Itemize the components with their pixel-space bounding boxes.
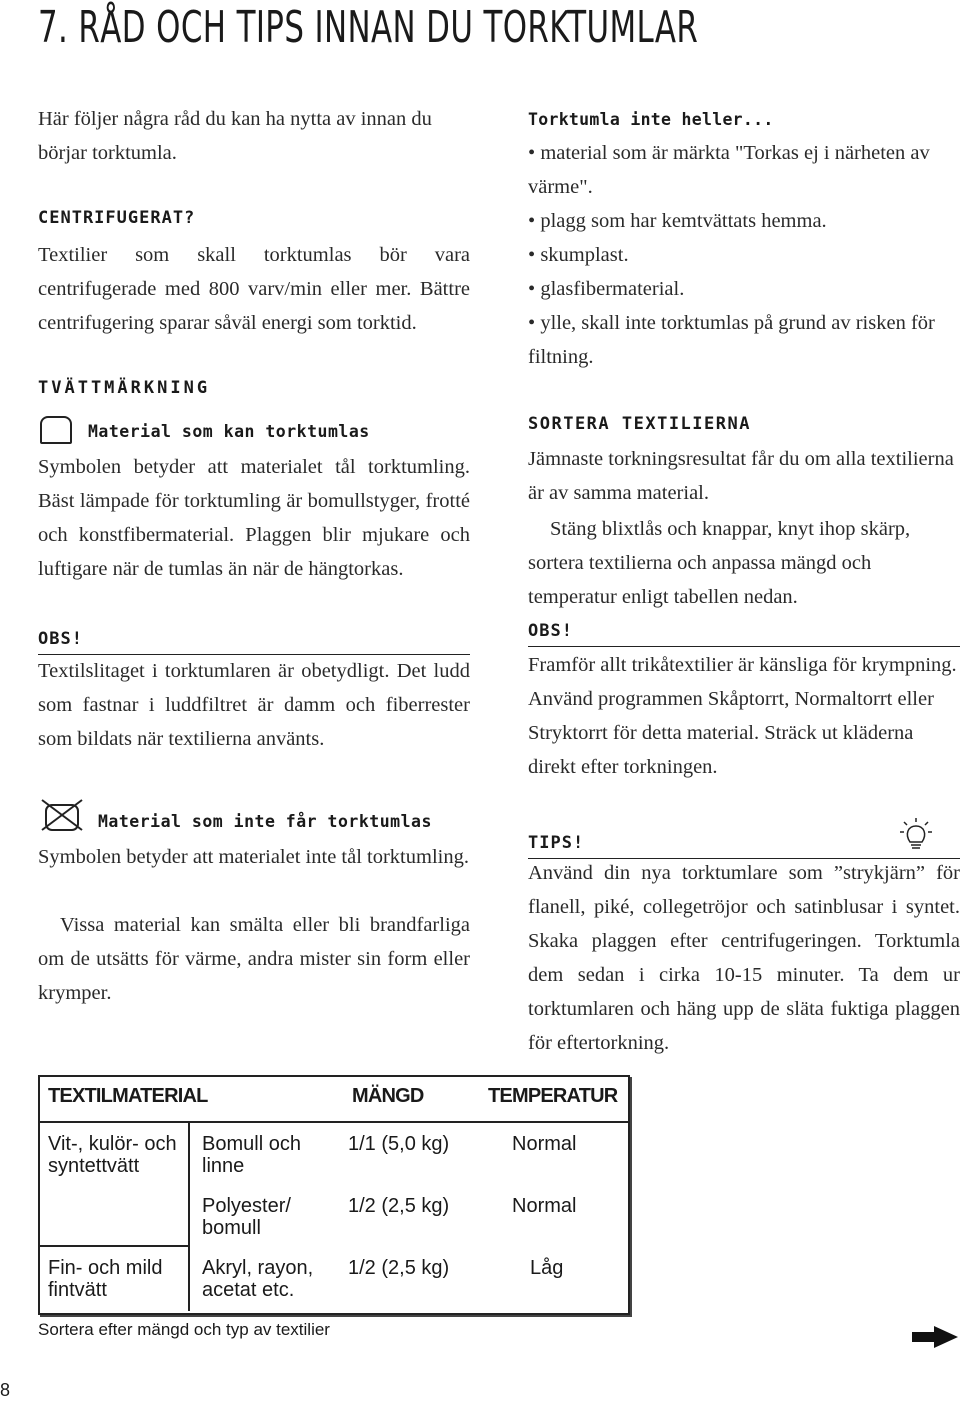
table-row-2-material: Polyester/ bomull — [202, 1195, 291, 1239]
tumble-dry-symbol-icon — [40, 416, 72, 444]
table-row-group-1: Vit-, kulör- och syntettvätt — [48, 1133, 177, 1177]
table-row-1-temp: Normal — [512, 1133, 577, 1155]
symbol-no-tumble-label: Material som inte får torktumlas — [98, 812, 432, 831]
do-not-tumble-list — [528, 136, 960, 374]
centrifugerat-text: Textilier som skall torktumlas bör vara centrifugerade med 800 varv/min eller mer. Bättre centrifugering sparar såväl energi som torktid. — [38, 244, 470, 334]
table-header-temperature: TEMPERATUR — [488, 1085, 618, 1107]
tips-text: Använd din nya torktumlare som ”strykjärn” för flanell, piké, collegetröjor och satinblusar i syntet. Skaka plaggen efter centrifugeringen. Torktumla dem sedan i cirka 10-15 minuter. Ta dem ur torktumlaren och häng upp de släta fuktiga plaggen för eftertorkning. — [528, 862, 960, 1054]
list-item: • ylle, skall inte torktumlas på grund av risken för filtning. — [528, 306, 960, 374]
obs-heading-2: OBS! — [528, 616, 960, 647]
list-item: • plagg som har kemtvättats hemma. — [528, 204, 960, 238]
table-row-2-temp: Normal — [512, 1195, 577, 1217]
table-row-2-amount: 1/2 (2,5 kg) — [348, 1195, 450, 1217]
table-caption: Sortera efter mängd och typ av textilier — [38, 1320, 330, 1339]
page-title: 7. RÅD OCH TIPS INNAN DU TORKTUMLAR — [38, 2, 699, 53]
obs-heading-1: OBS! — [38, 624, 470, 655]
page-number: 8 — [0, 1380, 11, 1400]
table-row-1-amount: 1/1 (5,0 kg) — [348, 1133, 450, 1155]
torktumla-inte-heading: Torktumla inte heller... — [528, 110, 774, 129]
list-item: • skumplast. — [528, 238, 960, 272]
table-header-material: TEXTILMATERIAL — [48, 1085, 208, 1107]
no-tumble-dry-symbol-icon — [40, 798, 84, 832]
tvattmarkning-heading: TVÄTTMÄRKNING — [38, 378, 211, 398]
obs-text-1: Textilslitaget i torktumlaren är obetydligt. Det ludd som fastnar i luddfiltret är damm och fiberrester som bildats när textilierna använts. — [38, 660, 470, 750]
table-header-amount: MÄNGD — [352, 1085, 424, 1107]
tips-heading: TIPS! — [528, 828, 960, 859]
symbol-can-tumble-text: Symbolen betyder att materialet tål torktumling. Bäst lämpade för torktumling är bomullstyger, frotté och konstfibermaterial. Plaggen blir mjukare och luftigare när de tumlas än när de hängtorkas. — [38, 456, 470, 580]
obs-text-2: Framför allt trikåtextilier är känsliga för krympning. Använd programmen Skåptorrt, Normaltorrt eller Stryktorrt för detta material. Sträck ut kläderna direkt efter torkningen. — [528, 654, 957, 778]
sortera-heading: SORTERA TEXTILIERNA — [528, 414, 751, 434]
list-item: • material som är märkta "Torkas ej i närheten av värme". — [528, 136, 960, 204]
sortera-text-2: Stäng blixtlås och knappar, knyt ihop skärp, sortera textilierna och anpassa mängd och temperatur enligt tabellen nedan. — [528, 518, 911, 608]
sortera-text-1: Jämnaste torkningsresultat får du om alla textilierna är av samma material. — [528, 448, 954, 504]
sorting-table — [38, 1075, 630, 1315]
table-row-3-amount: 1/2 (2,5 kg) — [348, 1257, 450, 1279]
table-row-3-material: Akryl, rayon, acetat etc. — [202, 1257, 314, 1301]
list-item: • glasfibermaterial. — [528, 272, 960, 306]
next-page-arrow-icon — [912, 1326, 958, 1348]
lightbulb-icon — [898, 816, 934, 856]
symbol-no-tumble-text: Symbolen betyder att materialet inte tål torktumling. — [38, 846, 469, 868]
intro-text: Här följer några råd du kan ha nytta av innan du börjar torktumla. — [38, 108, 432, 164]
table-row-group-2: Fin- och mild fintvätt — [48, 1257, 163, 1301]
table-row-1-material: Bomull och linne — [202, 1133, 301, 1177]
centrifugerat-heading: CENTRIFUGERAT? — [38, 208, 196, 228]
symbol-no-tumble-text-2: Vissa material kan smälta eller bli brandfarliga om de utsätts för värme, andra mister sin form eller krymper. — [38, 914, 470, 1004]
symbol-can-tumble-label: Material som kan torktumlas — [88, 422, 370, 441]
table-row-3-temp: Låg — [530, 1257, 564, 1279]
